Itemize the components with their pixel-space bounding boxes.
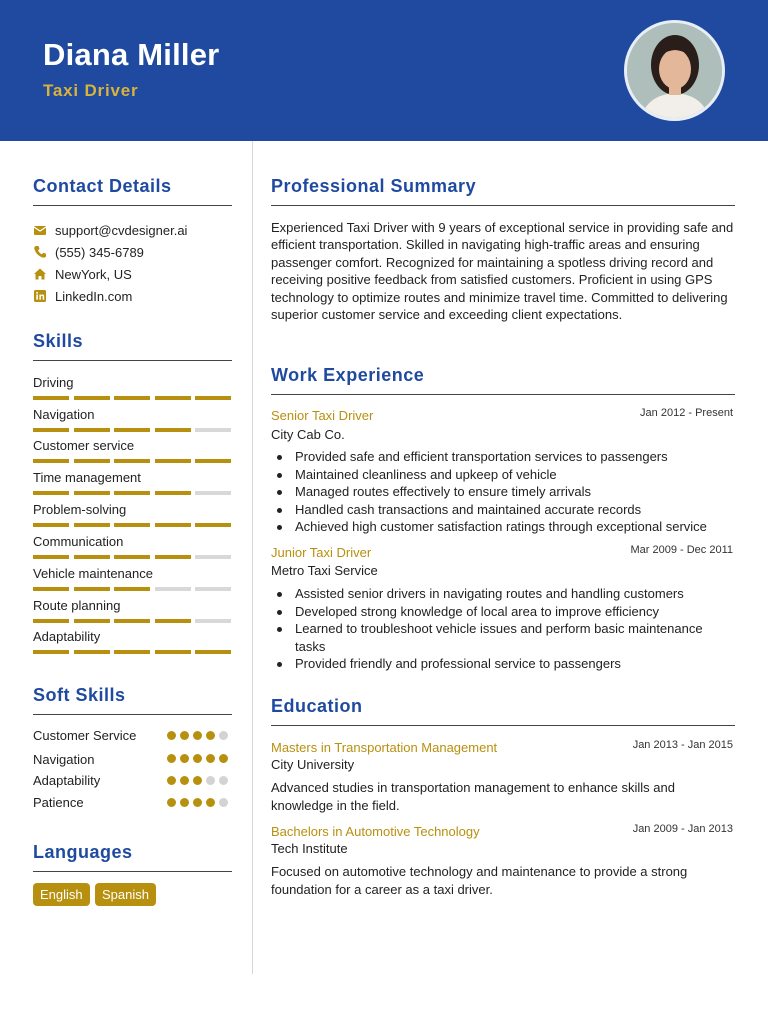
linkedin-icon (33, 289, 47, 303)
soft-skill-dots (167, 754, 228, 763)
job-role: Taxi Driver (43, 81, 139, 100)
skill-level-segment (155, 459, 191, 463)
contact-linkedin-text: LinkedIn.com (55, 288, 133, 304)
skill-level-segment (33, 491, 69, 495)
soft-skill-level-dot (193, 754, 202, 763)
skill-level-segment (195, 396, 231, 400)
soft-skill-level-dot (167, 776, 176, 785)
skill-level-segment (74, 619, 110, 623)
skill-level-segment (195, 619, 231, 623)
summary-text: Experienced Taxi Driver with 9 years of exceptional service in providing safe and efficient transportation. Skilled in navigating high-traffic areas and ensuring passenger comfort. Recognized for maintaining a spotless driving record and receiving positive feedback from satisfied customers. Proficient in using GPS technology to optimize routes and minimize travel time. Committed to delivering superior customer service and exceeding client expectations. (271, 220, 734, 323)
skill-level-segment (155, 555, 191, 559)
skill-bar (33, 587, 231, 591)
skill-level-segment (74, 587, 110, 591)
skill-level-segment (33, 587, 69, 591)
skill-level-segment (114, 428, 150, 432)
contact-phone-text: (555) 345-6789 (55, 244, 144, 260)
summary-section-title: Professional Summary (271, 176, 477, 196)
skill-level-segment (74, 459, 110, 463)
skill-level-segment (114, 650, 150, 654)
list-item: Maintained cleanliness and upkeep of vehicle (295, 466, 735, 484)
job-company: City Cab Co. (271, 427, 345, 442)
skill-bar (33, 459, 231, 463)
education-section-title: Education (271, 696, 363, 716)
soft-skill-level-dot (219, 798, 228, 807)
soft-skill-level-dot (206, 776, 215, 785)
soft-skill-name: Navigation (33, 752, 95, 767)
soft-skills-section-title: Soft Skills (33, 685, 126, 705)
contact-location-text: NewYork, US (55, 266, 132, 282)
profile-photo-image (627, 23, 722, 118)
summary-section-rule (271, 205, 735, 206)
soft-skill-name: Patience (33, 795, 84, 810)
skill-level-segment (195, 523, 231, 527)
skill-name: Navigation (33, 407, 95, 422)
skill-name: Communication (33, 534, 124, 549)
skills-section-title: Skills (33, 331, 84, 351)
languages-section-rule (33, 871, 232, 872)
home-icon (33, 267, 47, 281)
contact-linkedin[interactable] (33, 288, 132, 304)
soft-skill-level-dot (180, 798, 189, 807)
skill-level-segment (195, 587, 231, 591)
skill-level-segment (74, 555, 110, 559)
header-banner (0, 0, 768, 141)
skill-level-segment (114, 555, 150, 559)
list-item: Developed strong knowledge of local area to improve efficiency (295, 603, 735, 621)
skill-level-segment (33, 650, 69, 654)
school-name: City University (271, 757, 355, 772)
contact-email[interactable] (33, 222, 187, 238)
education-section-rule (271, 725, 735, 726)
list-item: Achieved high customer satisfaction ratings through exceptional service (295, 518, 735, 536)
list-item: Provided friendly and professional service to passengers (295, 655, 735, 673)
skill-level-segment (195, 491, 231, 495)
soft-skill-level-dot (167, 798, 176, 807)
list-item: Handled cash transactions and maintained accurate records (295, 501, 735, 519)
soft-skill-level-dot (180, 776, 189, 785)
skill-level-segment (155, 587, 191, 591)
soft-skill-dots (167, 798, 228, 807)
soft-skill-name: Adaptability (33, 773, 101, 788)
list-item: Managed routes effectively to ensure timely arrivals (295, 483, 735, 501)
skill-name: Problem-solving (33, 502, 127, 517)
soft-skills-section-rule (33, 714, 232, 715)
skill-level-segment (155, 619, 191, 623)
skill-bar (33, 523, 231, 527)
degree-date: Jan 2013 - Jan 2015 (632, 739, 733, 751)
skill-level-segment (74, 523, 110, 527)
skill-level-segment (114, 396, 150, 400)
contact-email-text: support@cvdesigner.ai (55, 222, 188, 238)
soft-skill-level-dot (193, 776, 202, 785)
degree-description: Focused on automotive technology and maintenance to provide a strong foundation for a career as a taxi driver. (271, 864, 688, 897)
skill-level-segment (155, 650, 191, 654)
skill-level-segment (33, 523, 69, 527)
skill-bar (33, 619, 231, 623)
skill-level-segment (155, 428, 191, 432)
soft-skill-level-dot (219, 754, 228, 763)
contact-section-rule (33, 205, 232, 206)
language-tag-spanish: Spanish (95, 883, 156, 906)
skill-bar (33, 650, 231, 654)
skill-bar (33, 555, 231, 559)
list-item: Learned to troubleshoot vehicle issues and perform basic maintenance tasks (295, 620, 735, 655)
skill-level-segment (114, 459, 150, 463)
skill-level-segment (33, 555, 69, 559)
skill-name: Adaptability (33, 629, 101, 644)
skill-level-segment (33, 428, 69, 432)
candidate-name: Diana Miller (43, 37, 220, 72)
contact-section-title: Contact Details (33, 176, 172, 196)
skill-level-segment (33, 459, 69, 463)
contact-phone[interactable] (33, 244, 144, 260)
soft-skill-level-dot (206, 798, 215, 807)
skill-level-segment (74, 428, 110, 432)
skill-level-segment (33, 619, 69, 623)
soft-skill-dots (167, 731, 228, 740)
job-date: Jan 2012 - Present (640, 407, 733, 419)
email-icon (33, 223, 47, 237)
soft-skill-level-dot (180, 731, 189, 740)
soft-skill-dots (167, 776, 228, 785)
soft-skill-level-dot (193, 798, 202, 807)
soft-skill-level-dot (219, 731, 228, 740)
skill-name: Driving (33, 375, 74, 390)
skill-bar (33, 491, 231, 495)
skill-bar (33, 396, 231, 400)
soft-skill-level-dot (219, 776, 228, 785)
skill-level-segment (74, 650, 110, 654)
skill-level-segment (114, 619, 150, 623)
skill-name: Customer service (33, 438, 135, 453)
contact-location (33, 266, 132, 282)
soft-skill-level-dot (167, 731, 176, 740)
skill-level-segment (195, 650, 231, 654)
soft-skill-level-dot (180, 754, 189, 763)
skills-section-rule (33, 360, 232, 361)
list-item: Provided safe and efficient transportation services to passengers (295, 448, 735, 466)
job-bullets (295, 585, 735, 673)
skill-level-segment (74, 491, 110, 495)
skill-level-segment (155, 523, 191, 527)
skill-level-segment (195, 459, 231, 463)
soft-skill-level-dot (167, 754, 176, 763)
skill-level-segment (195, 555, 231, 559)
skill-level-segment (114, 491, 150, 495)
skill-level-segment (33, 396, 69, 400)
job-bullets (295, 448, 735, 536)
skill-level-segment (114, 523, 150, 527)
list-item: Assisted senior drivers in navigating routes and handling customers (295, 585, 735, 603)
job-company: Metro Taxi Service (271, 563, 378, 578)
skill-name: Route planning (33, 598, 121, 613)
skill-name: Time management (33, 470, 141, 485)
soft-skill-level-dot (206, 731, 215, 740)
degree-title: Masters in Transportation Management (271, 740, 498, 755)
soft-skill-name: Customer Service (33, 728, 137, 743)
skill-level-segment (155, 396, 191, 400)
soft-skill-level-dot (193, 731, 202, 740)
skill-name: Vehicle maintenance (33, 566, 153, 581)
profile-photo (624, 20, 725, 121)
skill-level-segment (155, 491, 191, 495)
degree-date: Jan 2009 - Jan 2013 (632, 823, 733, 835)
school-name: Tech Institute (271, 841, 348, 856)
language-tag-english: English (33, 883, 90, 906)
experience-section-title: Work Experience (271, 365, 425, 385)
degree-title: Bachelors in Automotive Technology (271, 824, 480, 839)
experience-section-rule (271, 394, 735, 395)
skill-level-segment (74, 396, 110, 400)
skill-level-segment (195, 428, 231, 432)
job-title: Senior Taxi Driver (271, 408, 374, 423)
skill-level-segment (114, 587, 150, 591)
soft-skill-level-dot (206, 754, 215, 763)
degree-description: Advanced studies in transportation management to enhance skills and knowledge in the field. (271, 780, 675, 813)
skill-bar (33, 428, 231, 432)
phone-icon (33, 245, 47, 259)
job-title: Junior Taxi Driver (271, 545, 372, 560)
column-divider (252, 141, 253, 974)
job-date: Mar 2009 - Dec 2011 (630, 544, 733, 556)
languages-section-title: Languages (33, 842, 133, 862)
